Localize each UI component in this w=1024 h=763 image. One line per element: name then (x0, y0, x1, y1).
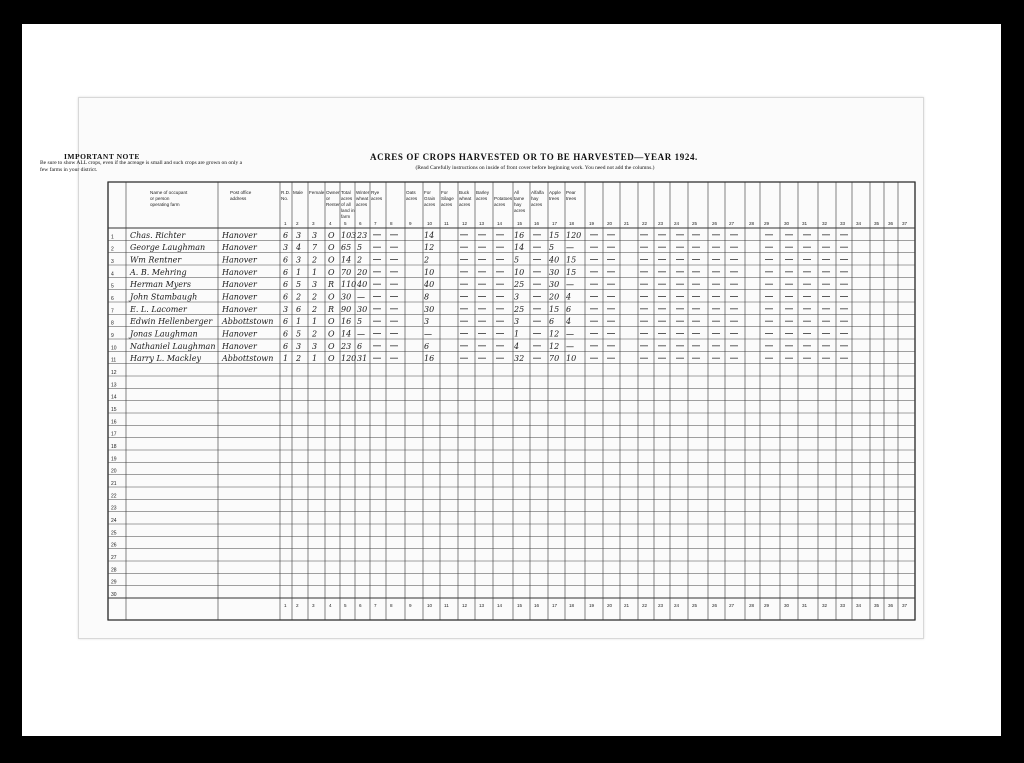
row-number: 17 (111, 431, 117, 438)
post-office-address: Abbottstown (222, 317, 274, 327)
occupant-name: George Laughman (130, 243, 206, 253)
total-acres: 103 (341, 230, 357, 240)
column-header: trees (549, 196, 560, 201)
female-count: 7 (312, 243, 318, 253)
column-number: 11 (444, 603, 449, 608)
owner-renter: O (328, 354, 335, 364)
wheat-acres: 20 (357, 267, 368, 277)
row-number: 8 (111, 320, 114, 327)
corn-acres: 30 (424, 304, 435, 314)
column-header: acres (356, 202, 368, 207)
column-number: 27 (729, 221, 735, 226)
column-number: 25 (692, 221, 698, 226)
column-header: Silage (441, 196, 454, 201)
hay-acres: 5 (514, 255, 520, 265)
occupant-name: John Stambaugh (130, 292, 198, 302)
column-header: acres (371, 196, 383, 201)
column-number: 7 (374, 221, 377, 226)
column-number: 8 (390, 603, 393, 608)
post-office-address: Hanover (222, 292, 257, 302)
column-number: 31 (802, 603, 808, 608)
important-note-body: Be sure to show ALL crops, even if the acreage is small and such crops are grown on only a few farms in your district. (40, 160, 243, 173)
male-count: 4 (296, 243, 302, 253)
owner-renter: O (328, 243, 335, 253)
owner-renter: O (328, 317, 335, 327)
male-count: 2 (296, 292, 302, 302)
column-number: 3 (312, 221, 315, 226)
column-header: Winter (356, 190, 370, 195)
column-number: 19 (589, 221, 595, 226)
column-number: 21 (624, 603, 630, 608)
column-number: 36 (888, 603, 894, 608)
post-office-address: Hanover (222, 304, 257, 314)
column-header: acres (341, 196, 353, 201)
wheat-acres: 30 (357, 304, 368, 314)
column-header: Owner (326, 190, 340, 195)
apple-trees: 12 (549, 329, 560, 339)
post-office-address: Hanover (222, 255, 257, 265)
occupant-name: Jonas Laughman (130, 329, 198, 339)
column-header: acres (406, 196, 418, 201)
hay-acres: 4 (514, 341, 520, 351)
male-count: 5 (296, 280, 302, 290)
owner-renter: O (328, 267, 335, 277)
column-number: 16 (534, 221, 540, 226)
column-header: Renter (326, 202, 340, 207)
column-number: 5 (344, 221, 347, 226)
row-number: 25 (111, 530, 117, 537)
row-number: 27 (111, 555, 117, 561)
column-number: 18 (569, 221, 575, 226)
pear-trees: 6 (566, 304, 572, 314)
row-number: 26 (111, 542, 117, 549)
column-number: 30 (784, 221, 790, 226)
male-count: 3 (296, 230, 302, 240)
pear-trees: 15 (566, 255, 577, 265)
row-number: 10 (111, 345, 117, 352)
column-number: 27 (729, 603, 735, 608)
row-number: 18 (111, 444, 117, 450)
column-number: 9 (409, 603, 412, 608)
row-number: 6 (111, 296, 114, 302)
apple-trees: 30 (549, 280, 560, 290)
post-office-address: Hanover (222, 341, 257, 351)
total-acres: 120 (341, 354, 357, 364)
rd-number: 6 (283, 280, 289, 290)
column-number: 22 (642, 603, 648, 608)
owner-renter: O (328, 341, 335, 351)
column-header: acres (494, 202, 506, 207)
corn-acres: 14 (424, 230, 435, 240)
row-number: 28 (111, 567, 117, 574)
column-number: 6 (359, 603, 362, 608)
column-number: 24 (674, 221, 680, 226)
female-count: 1 (312, 267, 318, 277)
column-header: farm (341, 214, 351, 219)
total-acres: 110 (341, 280, 357, 290)
post-office-address: Hanover (222, 329, 257, 339)
column-number: 26 (712, 603, 718, 608)
total-acres: 65 (341, 243, 352, 253)
row-number: 22 (111, 493, 117, 500)
column-header: tame (514, 196, 525, 201)
occupant-name: Chas. Richter (130, 230, 186, 240)
post-office-address: Hanover (222, 230, 257, 240)
column-number: 31 (802, 221, 808, 226)
rd-number: 3 (283, 243, 289, 253)
column-header: Grain (424, 196, 436, 201)
row-number: 7 (111, 308, 114, 315)
pear-trees: — (566, 341, 574, 351)
hay-acres: 1 (514, 329, 520, 339)
column-number: 25 (692, 603, 698, 608)
column-number: 37 (902, 603, 908, 608)
rd-number: 6 (283, 292, 289, 302)
owner-renter: O (328, 292, 335, 302)
owner-renter: O (328, 329, 335, 339)
column-number: 1 (284, 221, 287, 226)
row-number: 2 (111, 246, 114, 253)
wheat-acres: 6 (357, 341, 363, 351)
column-header: For (441, 190, 448, 195)
total-acres: 30 (341, 292, 352, 302)
rd-number: 6 (283, 267, 289, 277)
column-number: 1 (284, 603, 287, 608)
column-number: 14 (497, 221, 503, 226)
female-count: 3 (312, 341, 318, 351)
column-number: 29 (764, 221, 770, 226)
occupant-name: Nathaniel Laughman (130, 341, 216, 351)
row-number: 12 (111, 370, 117, 376)
male-count: 6 (296, 304, 302, 314)
pear-trees: 10 (566, 354, 577, 364)
column-number: 21 (624, 221, 630, 226)
column-header: Rye (371, 190, 380, 195)
row-number: 29 (111, 579, 117, 586)
post-office-address: Hanover (222, 243, 257, 253)
corn-acres: 3 (424, 317, 430, 327)
corn-acres: 10 (424, 267, 435, 277)
pear-trees: — (566, 243, 574, 253)
corn-acres: 40 (424, 280, 435, 290)
total-acres: 23 (341, 341, 352, 351)
column-number: 2 (296, 603, 299, 608)
column-header: acres (476, 196, 488, 201)
column-number: 37 (902, 221, 908, 226)
column-number: 12 (462, 603, 468, 608)
wheat-acres: 5 (357, 243, 363, 253)
column-number: 13 (479, 221, 485, 226)
rd-number: 6 (283, 255, 289, 265)
column-header: For (424, 190, 431, 195)
column-number: 15 (517, 221, 523, 226)
hay-acres: 3 (514, 317, 520, 327)
row-number: 11 (111, 357, 117, 364)
important-note-title: IMPORTANT NOTE (64, 152, 140, 161)
column-number: 8 (390, 221, 393, 226)
wheat-acres: — (357, 329, 365, 339)
wheat-acres: 31 (357, 354, 368, 364)
male-count: 1 (296, 317, 302, 327)
female-count: 2 (312, 329, 318, 339)
column-number: 28 (749, 221, 755, 226)
column-header: land in (341, 208, 355, 213)
column-header: Pear (566, 190, 576, 195)
rd-number: 6 (283, 329, 289, 339)
column-header: acres (514, 208, 526, 213)
corn-acres: 6 (424, 341, 430, 351)
column-number: 33 (840, 603, 846, 608)
column-number: 34 (856, 603, 862, 608)
female-count: 1 (312, 354, 318, 364)
male-count: 3 (296, 341, 302, 351)
pear-trees: — (566, 280, 574, 290)
column-header: hay (514, 202, 522, 207)
column-header: Apple (549, 190, 561, 195)
column-number: 3 (312, 603, 315, 608)
wheat-acres: 23 (357, 230, 368, 240)
column-header: Male (293, 190, 303, 195)
column-number: 30 (784, 603, 790, 608)
apple-trees: 70 (549, 354, 560, 364)
column-number: 24 (674, 603, 680, 608)
apple-trees: 5 (549, 243, 555, 253)
column-header: Potatoes (494, 196, 513, 201)
rd-number: 1 (283, 354, 289, 364)
occupant-name: Harry L. Mackley (130, 354, 201, 364)
apple-trees: 30 (549, 267, 560, 277)
form-subtitle: (Read Carefully instructions on inside of front cover before beginning work. You need not add the columns.) (415, 165, 655, 171)
total-acres: 90 (341, 304, 352, 314)
column-header: Oats (406, 190, 416, 195)
column-header: or (326, 196, 331, 201)
column-number: 4 (329, 221, 332, 226)
owner-renter: R (328, 304, 335, 314)
column-number: 20 (607, 603, 613, 608)
column-number: 9 (409, 221, 412, 226)
column-header: Total (341, 190, 351, 195)
column-number: 19 (589, 603, 595, 608)
row-number: 15 (111, 407, 117, 413)
column-number: 10 (427, 603, 433, 608)
occupant-name: Wm Rentner (130, 255, 182, 265)
row-number: 20 (111, 468, 117, 475)
corn-acres: 12 (424, 243, 435, 253)
row-number: 1 (111, 234, 114, 241)
column-number: 7 (374, 603, 377, 608)
owner-renter: R (328, 280, 335, 290)
female-count: 2 (312, 292, 318, 302)
column-number: 6 (359, 221, 362, 226)
wheat-acres: 5 (357, 317, 363, 327)
row-number: 3 (111, 259, 114, 265)
column-header: trees (566, 196, 577, 201)
column-number: 18 (569, 603, 575, 608)
post-office-address: Hanover (222, 280, 257, 290)
corn-acres: 16 (424, 354, 435, 364)
apple-trees: 15 (549, 304, 560, 314)
column-number: 11 (444, 221, 449, 226)
female-count: 3 (312, 280, 318, 290)
column-header: acres (459, 202, 471, 207)
female-count: 2 (312, 255, 318, 265)
occupant-name: Herman Myers (130, 280, 191, 290)
column-header: or person (150, 196, 170, 201)
hay-acres: 14 (514, 243, 525, 253)
hay-acres: 10 (514, 267, 525, 277)
column-number: 23 (658, 221, 664, 226)
column-number: 17 (552, 221, 558, 226)
column-header: wheat (459, 196, 472, 201)
row-number: 5 (111, 283, 114, 290)
hay-acres: 16 (514, 230, 525, 240)
post-office-address: Abbottstown (222, 354, 274, 364)
column-number: 17 (552, 603, 558, 608)
apple-trees: 15 (549, 230, 560, 240)
column-number: 36 (888, 221, 894, 226)
column-number: 32 (822, 603, 828, 608)
apple-trees: 6 (549, 317, 555, 327)
column-header: Buck (459, 190, 470, 195)
male-count: 3 (296, 255, 302, 265)
column-number: 10 (427, 221, 433, 226)
female-count: 1 (312, 317, 318, 327)
column-number: 4 (329, 603, 332, 608)
pear-trees: 4 (566, 292, 572, 302)
row-number: 23 (111, 505, 117, 512)
rd-number: 6 (283, 317, 289, 327)
column-number: 32 (822, 221, 828, 226)
male-count: 5 (296, 329, 302, 339)
wheat-acres: — (357, 292, 365, 302)
column-number: 20 (607, 221, 613, 226)
column-header: of all (341, 202, 351, 207)
wheat-acres: 40 (357, 280, 368, 290)
occupant-name: A. B. Mehring (130, 267, 187, 277)
column-header: operating farm (150, 202, 180, 207)
column-header: All (514, 190, 520, 195)
column-number: 29 (764, 603, 770, 608)
occupant-name: Edwin Hellenberger (130, 317, 213, 327)
row-number: 14 (111, 394, 117, 401)
pear-trees: 120 (566, 230, 582, 240)
total-acres: 14 (341, 255, 352, 265)
apple-trees: 20 (549, 292, 560, 302)
column-number: 28 (749, 603, 755, 608)
male-count: 1 (296, 267, 302, 277)
owner-renter: O (328, 230, 335, 240)
row-number: 13 (111, 382, 117, 389)
total-acres: 16 (341, 317, 352, 327)
column-header: address (230, 196, 247, 201)
form-title: ACRES OF CROPS HARVESTED OR TO BE HARVESTED—YEAR 1924. (370, 152, 698, 162)
rd-number: 6 (283, 230, 289, 240)
column-header: acres (531, 202, 543, 207)
occupant-name: E. L. Lacomer (130, 304, 187, 314)
corn-acres: 2 (424, 255, 430, 265)
column-header: acres (441, 202, 453, 207)
total-acres: 70 (341, 267, 352, 277)
column-number: 13 (479, 603, 485, 608)
hay-acres: 32 (514, 354, 525, 364)
pear-trees: 4 (566, 317, 572, 327)
total-acres: 14 (341, 329, 352, 339)
column-number: 34 (856, 221, 862, 226)
corn-acres: 8 (424, 292, 430, 302)
column-number: 16 (534, 603, 540, 608)
hay-acres: 3 (514, 292, 520, 302)
column-number: 12 (462, 221, 468, 226)
corn-acres: — (424, 329, 432, 339)
column-number: 22 (642, 221, 648, 226)
pear-trees: — (566, 329, 574, 339)
female-count: 3 (312, 230, 318, 240)
column-header: No. (281, 196, 289, 201)
column-number: 5 (344, 603, 347, 608)
column-header: acres (424, 202, 436, 207)
owner-renter: O (328, 255, 335, 265)
column-number: 23 (658, 603, 664, 608)
column-header: wheat (356, 196, 369, 201)
column-header: Female (309, 190, 325, 195)
hay-acres: 25 (514, 304, 525, 314)
rd-number: 6 (283, 341, 289, 351)
column-header: R.D. (281, 190, 291, 195)
column-number: 2 (296, 221, 299, 226)
row-number: 24 (111, 518, 117, 524)
column-header: Name of occupant (150, 190, 188, 195)
row-number: 21 (111, 481, 117, 487)
post-office-address: Hanover (222, 267, 257, 277)
hay-acres: 25 (514, 280, 525, 290)
column-header: Barley (476, 190, 490, 195)
column-number: 35 (874, 603, 880, 608)
row-number: 9 (111, 333, 114, 339)
column-header: Alfalfa (531, 190, 544, 195)
apple-trees: 12 (549, 341, 560, 351)
column-number: 15 (517, 603, 523, 608)
female-count: 2 (312, 304, 318, 314)
row-number: 4 (111, 271, 114, 278)
column-number: 14 (497, 603, 503, 608)
apple-trees: 40 (549, 255, 560, 265)
row-number: 16 (111, 419, 117, 426)
column-number: 35 (874, 221, 880, 226)
pear-trees: 15 (566, 267, 577, 277)
column-header: hay (531, 196, 539, 201)
rd-number: 3 (283, 304, 289, 314)
column-number: 26 (712, 221, 718, 226)
row-number: 19 (111, 456, 117, 463)
column-header: Post office (230, 190, 252, 195)
row-number: 30 (111, 592, 117, 598)
male-count: 2 (296, 354, 302, 364)
column-number: 33 (840, 221, 846, 226)
wheat-acres: 2 (357, 255, 363, 265)
